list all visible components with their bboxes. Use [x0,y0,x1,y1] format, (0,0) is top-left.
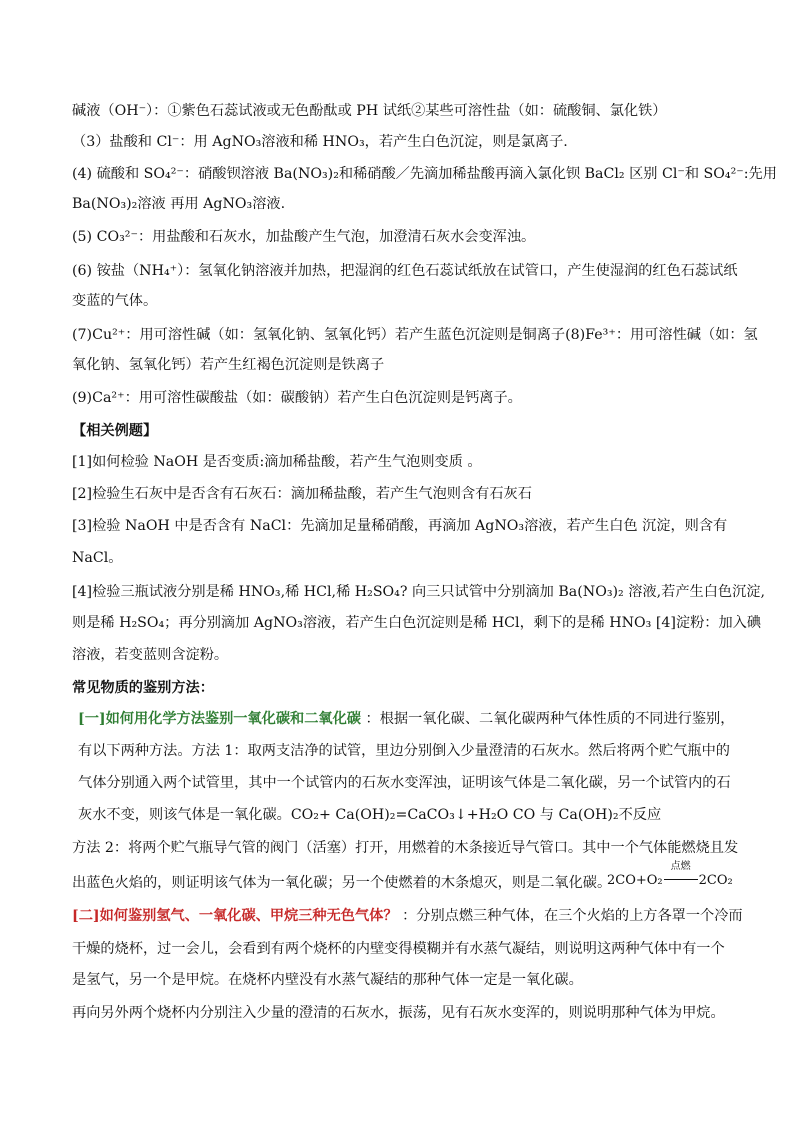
section1-line: 气体分别通入两个试管里，其中一个试管内的石灰水变浑浊，证明该气体是二氧化碳，另一个试管内的石 [78,775,731,791]
combustion-equation [607,861,733,891]
section1-first-line [78,709,738,729]
text-line-base-test: 碱液（OH⁻）：①紫色石蕊试液或无色酚酞或 PH 试纸②某些可溶性盐（如：硫酸铜、氯化铁） [72,103,667,119]
section1-line: 灰水不变，则该气体是一氧化碳。CO₂+ Ca(OH)₂=CaCO₃↓+H₂O CO 与 Ca(OH)₂不反应 [78,807,662,823]
condition-bar [664,879,698,880]
text-line-calcium-test: (9)Ca²⁺：用可溶性碳酸盐（如：碳酸钠）若产生白色沉淀则是钙离子。 [72,390,522,406]
text-line-ammonium-test-cont: 变蓝的气体。 [72,293,158,309]
section1-method2: 方法 2：将两个贮气瓶导气管的阀门（活塞）打开，用燃着的木条接近导气管口。其中一个气体能燃烧且发 [72,840,739,856]
text-line-sulfate-test: (4) 硫酸和 SO₄²⁻：硝酸钡溶液 Ba(NO₃)₂和稀硝酸／先滴加稀盐酸再滴入氯化钡 BaCl₂ 区别 Cl⁻和 SO₄²⁻:先用 [72,166,777,182]
example-3-cont: NaCl。 [72,550,123,566]
text-line-carbonate-test: (5) CO₃²⁻：用盐酸和石灰水，加盐酸产生气泡，加澄清石灰水会变浑浊。 [72,229,536,245]
text-line-chloride-test: （3）盐酸和 Cl⁻：用 AgNO₃溶液和稀 HNO₃，若产生白色沉淀，则是氯离子. [72,134,568,150]
section1-intro: ：根据一氧化碳、二氧化碳两种气体性质的不同进行鉴别， [365,711,735,727]
section-heading-examples: 【相关例题】 [72,423,158,439]
section1-heading: [一]如何用化学方法鉴别一氧化碳和二氧化碳 [78,711,361,727]
example-2: [2]检验生石灰中是否含有石灰石：滴加稀盐酸，若产生气泡则含有石灰石 [72,486,532,502]
text-line-copper-iron-test: (7)Cu²⁺：用可溶性碱（如：氢氧化钠、氢氧化钙）若产生蓝色沉淀则是铜离子(8)Fe³⁺：用可溶性碱（如：氢 [72,327,758,343]
section2-intro: ：分别点燃三种气体，在三个火焰的上方各罩一个冷而 [402,908,743,924]
section1-method2-cont: 出蓝色火焰的，则证明该气体为一氧化碳；另一个使燃着的木条熄灭，则是二氧化碳。 [72,875,612,891]
section2-line: 是氢气，另一个是甲烷。在烧杯内壁没有水蒸气凝结的那种气体一定是一氧化碳。 [72,972,583,988]
text-line-sulfate-test-cont: Ba(NO₃)₂溶液 再用 AgNO₃溶液. [72,196,286,212]
section2-line: 干燥的烧杯，过一会儿，会看到有两个烧杯的内壁变得模糊并有水蒸气凝结，则说明这两种气体中有一个 [72,941,725,957]
text-line-ammonium-test: (6) 铵盐（NH₄⁺）：氢氧化钠溶液并加热，把湿润的红色石蕊试纸放在试管口，产生使湿润的红色石蕊试纸 [72,263,738,279]
example-3: [3]检验 NaOH 中是否含有 NaCl：先滴加足量稀硝酸，再滴加 AgNO₃溶液，若产生白色 沉淀，则含有 [72,518,728,534]
example-4-cont2: 溶液，若变蓝则含淀粉。 [72,647,229,663]
equation-products: 2CO₂ [698,873,733,888]
section-heading-identification: 常见物质的鉴别方法： [72,680,214,696]
example-4-cont: 则是稀 H₂SO₄；再分别滴加 AgNO₃溶液，若产生白色沉淀则是稀 HCl，剩下的是稀 HNO₃ [4]淀粉：加入碘 [72,615,762,631]
equation-reactants: 2CO+O₂ [607,873,663,888]
section1-line: 有以下两种方法。方法 1：取两支洁净的试管，里边分别倒入少量澄清的石灰水。然后将两个贮气瓶中的 [78,743,730,759]
section2-heading: [二]如何鉴别氢气、一氧化碳、甲烷三种无色气体？ [72,908,398,924]
section2-line: 再向另外两个烧杯内分别注入少量的澄清的石灰水，振荡，见有石灰水变浑的，则说明那种气体为甲烷。 [72,1005,725,1021]
text-line-copper-iron-test-cont: 氧化钠、氢氧化钙）若产生红褐色沉淀则是铁离子 [72,357,385,373]
reaction-condition [664,861,698,891]
example-4: [4]检验三瓶试液分别是稀 HNO₃,稀 HCl,稀 H₂SO₄? 向三只试管中分别滴加 Ba(NO₃)₂ 溶液,若产生白色沉淀, [72,584,765,600]
condition-label: 点燃 [670,861,691,872]
section2-first-line [72,906,743,926]
example-1: [1]如何检验 NaOH 是否变质:滴加稀盐酸，若产生气泡则变质 。 [72,454,482,470]
